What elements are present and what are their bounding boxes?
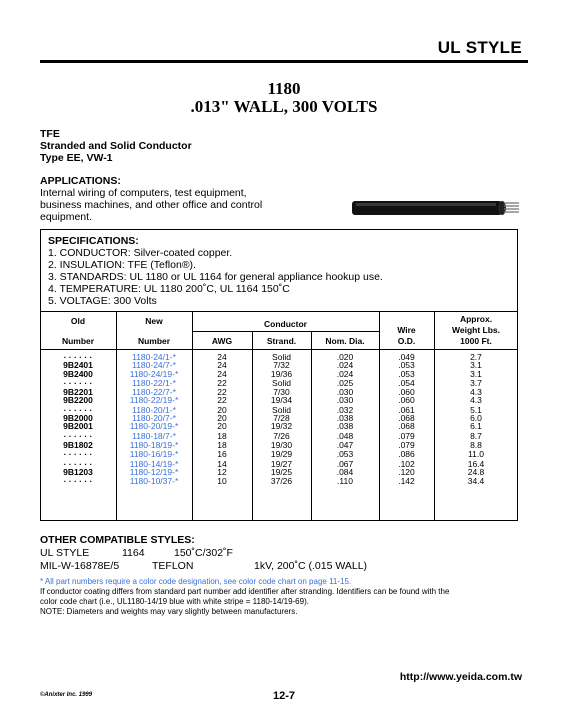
color-code-note: * All part numbers require a color code designation, see color code chart on page 11-15. [40,577,352,586]
cell-nom-dia: .038 [336,421,354,432]
cell-stranding: 37/26 [270,475,293,486]
cell-awg: 22 [217,395,227,405]
cell-old-number: 9B1802 [63,439,93,450]
cell-old-number: · · · · · · [63,449,93,460]
copyright: ©Anixter Inc. 1999 [40,692,93,698]
cell-nom-dia: .024 [336,368,354,379]
cell-stranding: 7/30 [273,386,290,397]
cell-stranding: 7/32 [273,360,290,371]
cell-new-number: 1180-22/1-* [132,378,176,389]
cell-stranding: 7/26 [273,431,290,442]
cell-wire-od: .049 [398,352,415,362]
spec-item: 3. STANDARDS: UL 1180 or UL 1164 for general appliance hookup use. [48,271,383,283]
th-weight: Weight Lbs. [451,325,500,335]
cell-new-number: 1180-10/37-* [129,475,179,486]
cell-old-number: · · · · · · [63,404,93,415]
cell-old-number: · · · · · · [63,459,93,470]
applications-line-1: Internal wiring of computers, test equipment, [40,187,247,199]
th-new: New [145,316,163,326]
cell-new-number: 1180-20/7-* [132,413,176,424]
th-per-1000ft: 1000 Ft. [460,336,492,346]
cell-old-number: 9B2401 [63,360,93,371]
cell-awg: 10 [217,475,227,486]
th-old: Old [70,316,86,326]
cell-wire-od: .061 [398,404,415,415]
th-strand: Strand. [266,336,297,346]
spec-item: 1. CONDUCTOR: Silver-coated copper. [48,247,233,259]
cell-new-number: 1180-18/7-* [132,431,176,442]
cell-new-number: 1180-18/19-* [129,439,179,450]
cell-weight: 6.1 [470,421,482,432]
applications-line-2: business machines, and other office and control [40,199,263,211]
cell-stranding: 19/34 [270,395,293,405]
title-wall-voltage: .013" WALL, 300 VOLTS [190,97,378,116]
cell-awg: 24 [217,360,227,371]
page-header-style: UL STYLE [437,38,522,57]
cell-awg: 24 [217,352,227,362]
cell-awg: 16 [217,449,227,460]
cell-nom-dia: .030 [336,386,354,397]
cell-stranding: 19/30 [270,439,293,450]
cell-wire-od: .068 [398,413,415,424]
cell-weight: 8.8 [470,439,482,450]
title-style-number: 1180 [267,79,301,98]
other-style-1-c: 150˚C/302˚F [174,547,233,559]
note-line-4: NOTE: Diameters and weights may vary slightly between manufacturers. [40,607,298,616]
cell-new-number: 1180-14/19-* [129,459,179,470]
cell-weight: 16.4 [467,459,485,470]
cell-new-number: 1180-20/1-* [132,404,176,415]
specifications-list [48,247,383,307]
other-style-1-b: 1164 [122,547,145,559]
cell-old-number: 9B2200 [63,395,93,405]
cell-old-number: 9B2001 [63,421,93,432]
cell-wire-od: .102 [398,459,415,470]
cell-stranding: 7/28 [273,413,290,424]
cell-old-number: · · · · · · [63,352,93,362]
applications-heading: APPLICATIONS: [40,175,121,187]
cell-weight: 34.4 [467,475,485,486]
cell-nom-dia: .030 [336,395,354,405]
th-nom-dia: Nom. Dia. [325,336,365,346]
note-line-2: If conductor coating differs from standard part number add identifier after stranding. Identifiers can be found with the [40,587,450,596]
th-awg: AWG [211,336,233,346]
cell-awg: 24 [217,368,227,379]
cell-stranding: 19/29 [270,449,293,460]
cell-old-number: 9B2000 [63,413,93,424]
cell-wire-od: .054 [398,378,415,389]
cell-weight: 24.8 [467,467,485,478]
cell-nom-dia: .032 [336,404,354,415]
header-rule [40,60,528,63]
cell-awg: 20 [217,421,227,432]
other-style-2-b: TEFLON [152,560,194,572]
cell-wire-od: .068 [398,421,415,432]
th-old-number: Number [61,336,95,346]
table-top-rule [40,311,518,312]
cell-stranding: Solid [272,352,291,362]
specifications-heading: SPECIFICATIONS: [48,235,139,247]
cell-old-number: 9B2201 [63,386,93,397]
cell-weight: 2.7 [470,352,482,362]
cell-awg: 12 [217,467,227,478]
cell-stranding: 19/27 [270,459,293,470]
applications-line-3: equipment. [40,211,92,223]
cell-nom-dia: .084 [336,467,354,478]
cell-nom-dia: .024 [336,360,354,371]
spec-item: 2. INSULATION: TFE (Teflon®). [48,259,196,271]
cell-nom-dia: .038 [336,413,354,424]
cell-weight: 4.3 [470,386,482,397]
cell-nom-dia: .067 [336,459,354,470]
conductor-sub-rule [192,331,379,332]
other-style-2-c: 1kV, 200˚C (.015 WALL) [254,560,368,572]
cell-old-number: 9B1203 [63,467,93,478]
cell-nom-dia: .110 [337,475,353,486]
cell-nom-dia: .053 [336,449,354,460]
cell-nom-dia: .025 [336,378,354,389]
cell-wire-od: .142 [398,475,415,486]
cell-weight: 3.7 [470,378,482,389]
other-style-1-a: UL STYLE [40,547,90,559]
conductor-type: Stranded and Solid Conductor [40,140,192,152]
cell-weight: 5.1 [470,404,482,415]
website-url[interactable]: http://www.yeida.com.tw [399,671,522,683]
cell-old-number: · · · · · · [63,431,93,442]
th-approx: Approx. [459,314,493,324]
cell-wire-od: .079 [398,431,415,442]
cell-nom-dia: .048 [336,431,354,442]
cell-new-number: 1180-24/19-* [129,368,179,379]
cell-wire-od: .120 [398,467,415,478]
cell-wire-od: .053 [398,368,415,379]
cell-weight: 11.0 [468,449,484,460]
cell-awg: 14 [217,459,227,470]
th-conductor: Conductor [264,319,307,329]
cell-awg: 22 [217,378,227,389]
cell-wire-od: .079 [398,439,415,450]
cell-weight: 3.1 [470,368,482,379]
cell-new-number: 1180-12/19-* [129,467,179,478]
cell-wire-od: .060 [398,395,415,405]
spec-item: 4. TEMPERATURE: UL 1180 200˚C, UL 1164 150˚C [48,283,290,295]
spec-item: 5. VOLTAGE: 300 Volts [48,295,157,307]
cell-old-number: · · · · · · [63,378,93,389]
cell-awg: 18 [217,439,227,450]
th-wire: Wire [397,325,416,335]
cell-awg: 18 [217,431,227,442]
cell-new-number: 1180-20/19-* [129,421,179,432]
th-new-number: Number [137,336,171,346]
cell-new-number: 1180-22/19-* [129,395,179,405]
cell-new-number: 1180-24/1-* [132,352,176,362]
th-wire-od: O.D. [397,336,416,346]
wire-type: Type EE, VW-1 [40,152,113,164]
cell-nom-dia: .047 [336,439,354,450]
cable-illustration [352,199,520,219]
note-line-3: color code chart (i.e., UL1180-14/19 blue with white stripe = 1180-14/19-69). [40,597,309,606]
material-name: TFE [40,128,60,140]
cell-stranding: 19/36 [270,368,293,379]
cell-old-number: 9B2400 [63,368,93,379]
other-style-2-a: MIL-W-16878E/5 [40,560,120,572]
cell-stranding: 19/25 [270,467,293,478]
cell-stranding: Solid [272,378,291,389]
cell-wire-od: .086 [398,449,415,460]
other-styles-heading: OTHER COMPATIBLE STYLES: [40,534,195,546]
cell-weight: 6.0 [470,413,482,424]
cell-awg: 20 [217,413,227,424]
cell-stranding: Solid [272,404,291,415]
cell-weight: 8.7 [470,431,482,442]
cell-awg: 22 [217,386,227,397]
cell-new-number: 1180-16/19-* [129,449,179,460]
cell-awg: 20 [217,404,227,415]
table-header-rule [40,349,518,350]
page-number: 12-7 [272,690,296,702]
cell-weight: 4.3 [470,395,482,405]
cell-wire-od: .060 [398,386,415,397]
cell-old-number: · · · · · · [63,475,93,486]
cell-new-number: 1180-22/7-* [132,386,176,397]
cell-nom-dia: .020 [336,352,354,362]
cell-stranding: 19/32 [270,421,293,432]
cell-new-number: 1180-24/7-* [132,360,176,371]
cell-weight: 3.1 [470,360,482,371]
cell-wire-od: .053 [398,360,415,371]
